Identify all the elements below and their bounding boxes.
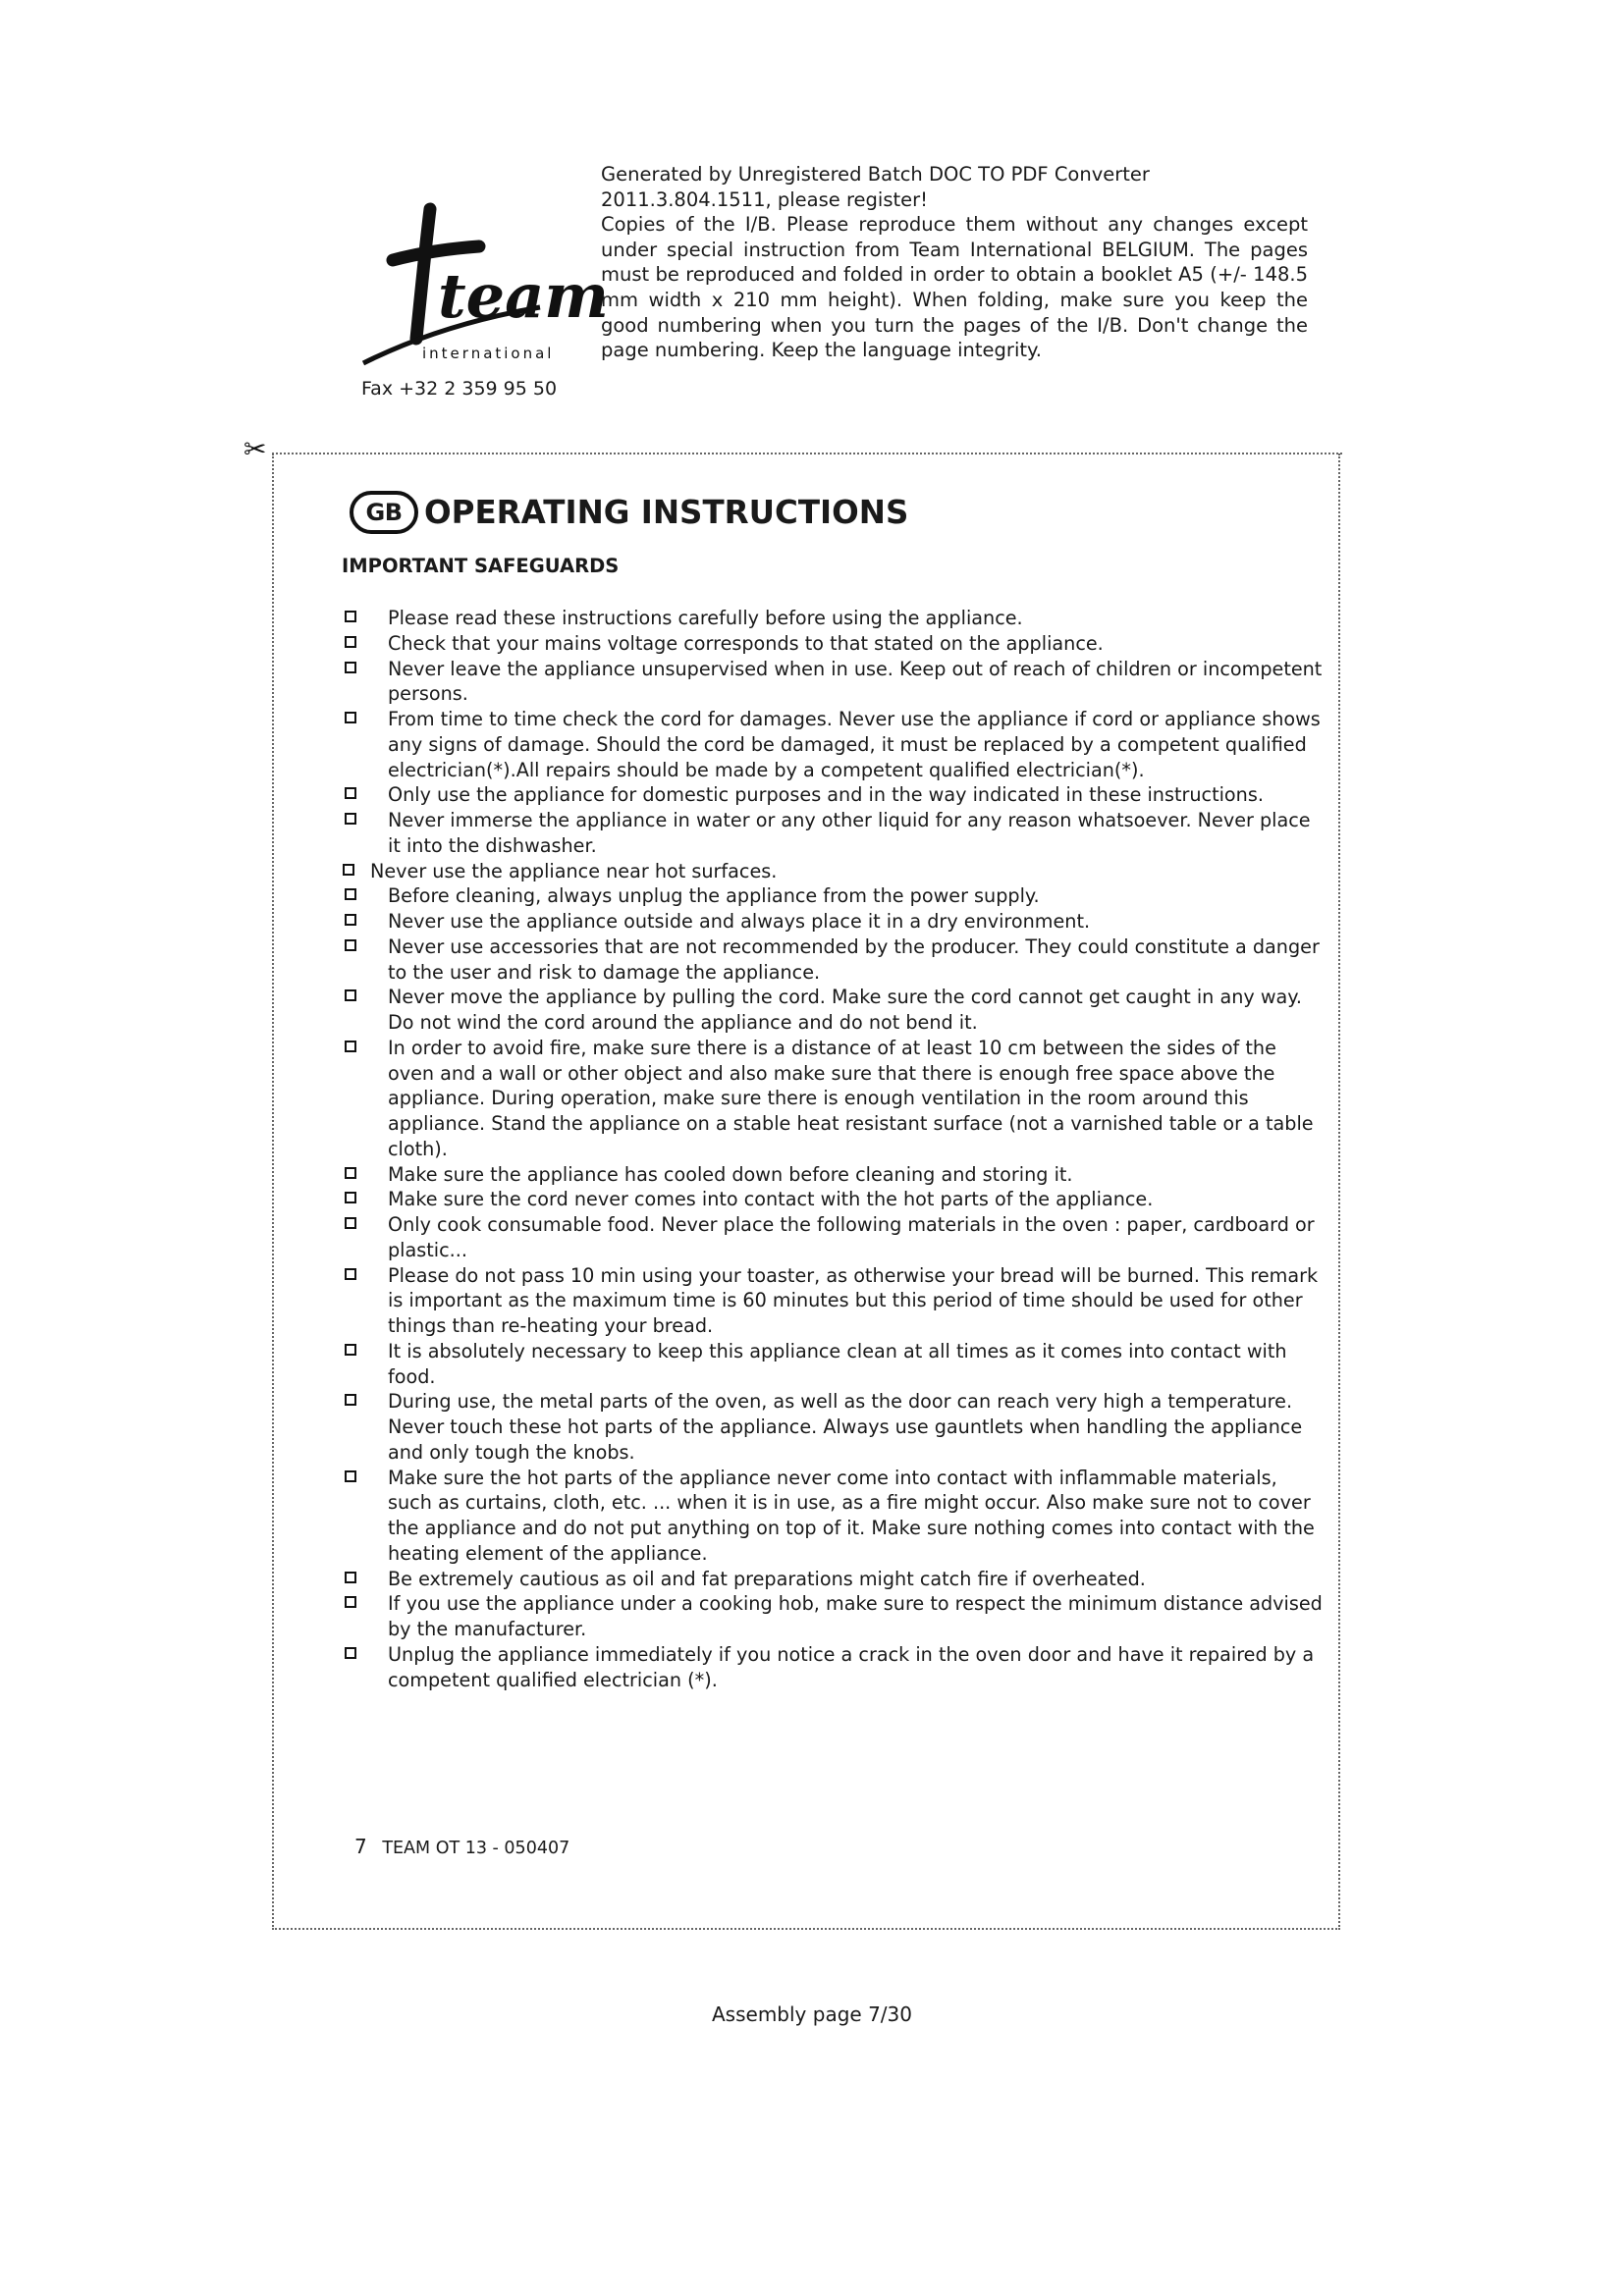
checkbox-bullet-icon <box>345 1217 356 1229</box>
checkbox-bullet-icon <box>345 712 356 723</box>
safeguard-text: If you use the appliance under a cooking hob, make sure to respect the minimum distance advised by the manufacturer. <box>388 1592 1323 1640</box>
safeguard-item <box>343 1339 1326 1390</box>
safeguard-text: It is absolutely necessary to keep this appliance clean at all times as it comes into contact with food. <box>388 1339 1287 1388</box>
safeguard-item <box>343 782 1326 808</box>
fax-number: Fax +32 2 359 95 50 <box>361 378 558 400</box>
safeguard-item <box>343 808 1326 859</box>
title-row <box>350 483 908 542</box>
safeguard-text: Never immerse the appliance in water or any other liquid for any reason whatsoever. Never place it into the dishwasher. <box>388 809 1311 857</box>
checkbox-bullet-icon <box>345 611 356 622</box>
safeguards-list <box>343 606 1326 1692</box>
safeguard-item <box>343 1389 1326 1465</box>
safeguard-item <box>343 1212 1326 1263</box>
checkbox-bullet-icon <box>345 914 356 926</box>
checkbox-bullet-icon <box>345 1167 356 1179</box>
safeguard-text: Never use the appliance outside and always place it in a dry environment. <box>388 910 1091 933</box>
page-number: 7 <box>354 1835 367 1858</box>
safeguard-text: Make sure the cord never comes into contact with the hot parts of the appliance. <box>388 1188 1154 1211</box>
checkbox-bullet-icon <box>345 636 356 648</box>
safeguard-item <box>343 1162 1326 1188</box>
safeguard-item <box>343 657 1326 708</box>
checkbox-bullet-icon <box>345 1596 356 1608</box>
safeguard-item <box>343 1642 1326 1693</box>
safeguard-item <box>343 1187 1326 1212</box>
checkbox-bullet-icon <box>345 1041 356 1052</box>
logo-subtitle: international <box>422 345 555 362</box>
safeguard-item <box>343 859 1326 884</box>
instruction-page-panel <box>272 454 1340 1930</box>
safeguard-item <box>343 606 1326 631</box>
safeguard-item <box>343 1567 1326 1592</box>
safeguard-text: Never leave the appliance unsupervised when in use. Keep out of reach of children or incompetent persons. <box>388 657 1323 706</box>
assembly-page-label: Assembly page 7/30 <box>712 2002 912 2026</box>
scissors-icon: ✂ <box>244 433 267 465</box>
checkbox-bullet-icon <box>345 1647 356 1659</box>
checkbox-bullet-icon <box>345 939 356 951</box>
logo-wordmark: team <box>438 260 609 332</box>
checkbox-bullet-icon <box>345 1470 356 1482</box>
checkbox-bullet-icon <box>345 1572 356 1583</box>
checkbox-bullet-icon <box>343 864 354 876</box>
safeguard-text: Check that your mains voltage corresponds to that stated on the appliance. <box>388 631 1104 655</box>
safeguard-text: Never use the appliance near hot surfaces. <box>370 859 778 882</box>
safeguard-item <box>343 1591 1326 1642</box>
safeguard-text: Never move the appliance by pulling the cord. Make sure the cord cannot get caught in any way. Do not wind the cord around the appliance and do not bend it. <box>388 986 1302 1034</box>
safeguard-item <box>343 883 1326 909</box>
safeguard-text: Never use accessories that are not recommended by the producer. They could constitute a danger to the user and risk to damage the appliance. <box>388 934 1320 984</box>
checkbox-bullet-icon <box>345 1394 356 1406</box>
checkbox-bullet-icon <box>345 1268 356 1280</box>
safeguard-text: Only cook consumable food. Never place the following materials in the oven : paper, cardboard or plastic... <box>388 1213 1315 1261</box>
safeguard-item <box>343 1466 1326 1567</box>
checkbox-bullet-icon <box>345 989 356 1001</box>
safeguard-text: Make sure the hot parts of the appliance never come into contact with inflammable materials, such as curtains, cloth, etc. ... when it is in use, as a fire might occur. Also make sure not to cover the appliance and do not put anything on top of it. Make sure nothing comes into contact with the heating element of the appliance. <box>388 1466 1315 1565</box>
safeguard-text: In order to avoid fire, make sure there is a distance of at least 10 cm between the sides of the oven and a wall or other object and also make sure that there is enough free space above the appliance. During operation, make sure there is enough ventilation in the room around this appliance. Stand the appliance on a stable heat resistant surface (not a varnished table or a table cloth). <box>388 1036 1314 1160</box>
reproduction-instructions: Copies of the I/B. Please reproduce them without any changes except under special instruction from Team International BELGIUM. The pages must be reproduced and folded in order to obtain a booklet A5 (+/- 148.5 mm width x 210 mm height). When folding, make sure you keep the good numbering when you turn the pages of the I/B. Don't change the page numbering. Keep the language integrity. <box>601 213 1308 362</box>
converter-line-1: Generated by Unregistered Batch DOC TO PDF Converter <box>601 163 1150 186</box>
safeguard-text: Please read these instructions carefully before using the appliance. <box>388 607 1023 629</box>
team-international-logo <box>353 201 609 368</box>
safeguard-text: Before cleaning, always unplug the appliance from the power supply. <box>388 884 1040 908</box>
checkbox-bullet-icon <box>345 1344 356 1356</box>
checkbox-bullet-icon <box>345 888 356 900</box>
safeguard-item <box>343 1263 1326 1339</box>
safeguard-text: From time to time check the cord for damages. Never use the appliance if cord or appliance shows any signs of damage. Should the cord be damaged, it must be replaced by a competent qualified electrician(*).All repairs should be made by a competent qualified electrician(*). <box>388 708 1321 781</box>
safeguard-text: Be extremely cautious as oil and fat preparations might catch fire if overheated. <box>388 1567 1146 1590</box>
safeguard-item <box>343 707 1326 782</box>
safeguard-text: Make sure the appliance has cooled down before cleaning and storing it. <box>388 1162 1073 1186</box>
safeguard-item <box>343 631 1326 657</box>
page-footer <box>354 1835 569 1858</box>
safeguard-text: During use, the metal parts of the oven, as well as the door can reach very high a temperature. Never touch these hot parts of the appliance. Always use gauntlets when handling the appliance and only tough the knobs. <box>388 1390 1303 1464</box>
checkbox-bullet-icon <box>345 1192 356 1203</box>
section-title: IMPORTANT SAFEGUARDS <box>342 555 620 577</box>
safeguard-item <box>343 934 1326 986</box>
safeguard-text: Only use the appliance for domestic purposes and in the way indicated in these instructions. <box>388 783 1264 807</box>
checkbox-bullet-icon <box>345 662 356 673</box>
checkbox-bullet-icon <box>345 787 356 799</box>
safeguard-text: Please do not pass 10 min using your toaster, as otherwise your bread will be burned. This remark is important as the maximum time is 60 minutes but this period of time should be used for other things than re-heating your bread. <box>388 1263 1319 1337</box>
converter-notice <box>601 162 1308 363</box>
document-code: TEAM OT 13 - 050407 <box>382 1839 570 1858</box>
checkbox-bullet-icon <box>345 813 356 825</box>
language-badge: GB <box>350 491 418 534</box>
safeguard-item <box>343 985 1326 1036</box>
safeguard-text: Unplug the appliance immediately if you notice a crack in the oven door and have it repaired by a competent qualified electrician (*). <box>388 1642 1315 1691</box>
safeguard-item <box>343 909 1326 934</box>
converter-line-2: 2011.3.804.1511, please register! <box>601 187 928 211</box>
safeguard-item <box>343 1036 1326 1162</box>
page-title: OPERATING INSTRUCTIONS <box>424 494 909 531</box>
